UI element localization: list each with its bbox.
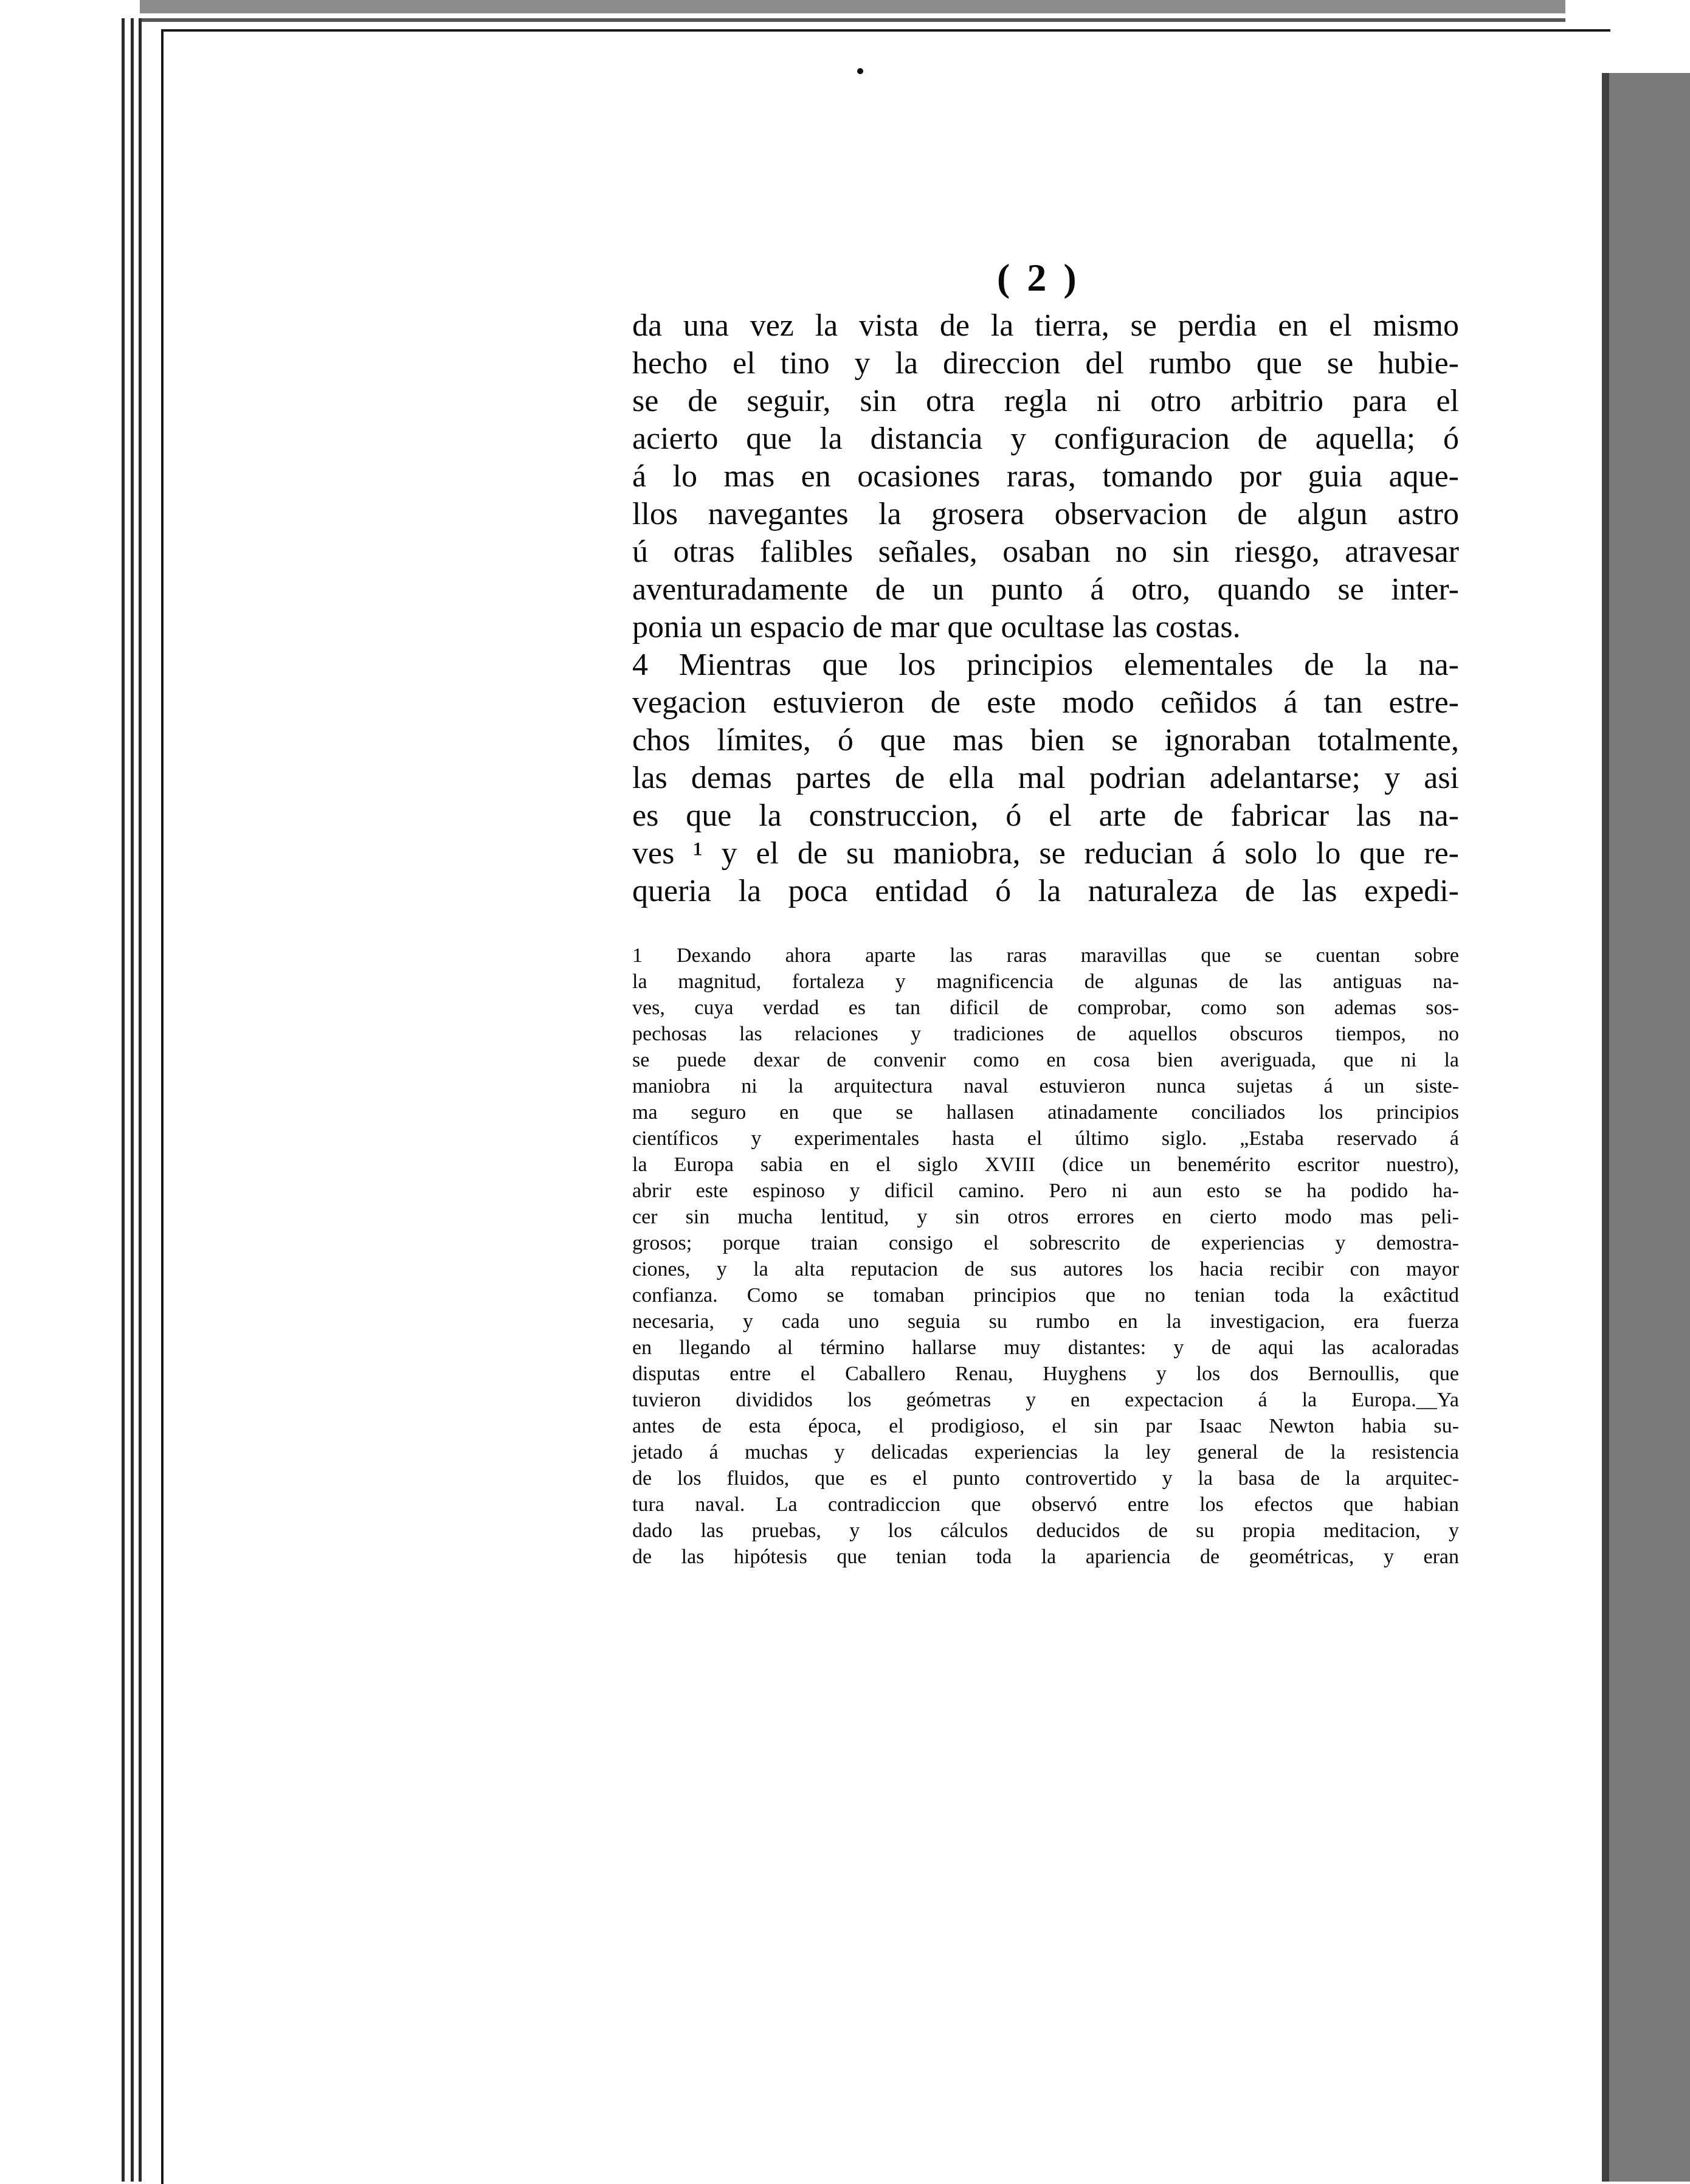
page-top-edge bbox=[140, 0, 1565, 13]
footnote-line: tuvieron divididos los geómetras y en expectacion á la Europa.__Ya bbox=[632, 1389, 1459, 1411]
footnote-line: grosos; porque traian consigo el sobrescrito de experiencias y demostra- bbox=[632, 1232, 1459, 1254]
footnote-line: confianza. Como se tomaban principios que no tenian toda la exâctitud bbox=[632, 1284, 1459, 1307]
footnote-line: cer sin mucha lentitud, y sin otros errores en cierto modo mas peli- bbox=[632, 1206, 1459, 1228]
footnote-line: maniobra ni la arquitectura naval estuvieron nunca sujetas á un siste- bbox=[632, 1075, 1459, 1097]
binding-line bbox=[122, 18, 125, 2182]
footnote-line: la magnitud, fortaleza y magnificencia de algunas de las antiguas na- bbox=[632, 970, 1459, 993]
footnote-line: jetado á muchas y delicadas experiencias la ley general de la resistencia bbox=[632, 1441, 1459, 1463]
footnote-line: pechosas las relaciones y tradiciones de aquellos obscuros tiempos, no bbox=[632, 1023, 1459, 1045]
footnote-line: necesaria, y cada uno seguia su rumbo en la investigacion, era fuerza bbox=[632, 1310, 1459, 1333]
paragraph-start-line: 4 Mientras que los principios elementales de la na- bbox=[632, 648, 1459, 682]
text-line: acierto que la distancia y configuracion de aquella; ó bbox=[632, 421, 1459, 456]
footnote-line: científicos y experimentales hasta el último siglo. „Estaba reservado á bbox=[632, 1127, 1459, 1150]
footnote-line: tura naval. La contradiccion que observó entre los efectos que habian bbox=[632, 1493, 1459, 1516]
text-line: aventuradamente de un punto á otro, quando se inter- bbox=[632, 572, 1459, 607]
text-line: vegacion estuvieron de este modo ceñidos á tan estre- bbox=[632, 685, 1459, 720]
footnote-line: ciones, y la alta reputacion de sus autores los hacia recibir con mayor bbox=[632, 1258, 1459, 1280]
page-right-edge bbox=[1608, 73, 1690, 2182]
text-line: se de seguir, sin otra regla ni otro arbitrio para el bbox=[632, 384, 1459, 418]
text-line: ves ¹ y el de su maniobra, se reducian á solo lo que re- bbox=[632, 836, 1459, 871]
binding-line bbox=[139, 18, 142, 2182]
footnote-line: ma seguro en que se hallasen atinadamente conciliados los principios bbox=[632, 1101, 1459, 1124]
book-binding bbox=[0, 0, 140, 2182]
footnote-line: la Europa sabia en el siglo XVIII (dice un benemérito escritor nuestro), bbox=[632, 1153, 1459, 1176]
text-line: da una vez la vista de la tierra, se perdia en el mismo bbox=[632, 308, 1459, 343]
page-number: ( 2 ) bbox=[997, 256, 1080, 299]
footnote-line: ves, cuya verdad es tan dificil de comprobar, como son ademas sos- bbox=[632, 997, 1459, 1019]
footnote-line: de las hipótesis que tenian toda la apariencia de geométricas, y eran bbox=[632, 1546, 1459, 1568]
text-line: queria la poca entidad ó la naturaleza de las expedi- bbox=[632, 874, 1459, 908]
footnote-line: de los fluidos, que es el punto controvertido y la basa de la arquitec- bbox=[632, 1467, 1459, 1490]
footnote-line: disputas entre el Caballero Renau, Huyghens y los dos Bernoullis, que bbox=[632, 1363, 1459, 1385]
text-line: ú otras falibles señales, osaban no sin riesgo, atravesar bbox=[632, 534, 1459, 569]
footnote-line: antes de esta época, el prodigioso, el sin par Isaac Newton habia su- bbox=[632, 1415, 1459, 1437]
text-line: hecho el tino y la direccion del rumbo que se hubie- bbox=[632, 346, 1459, 381]
text-line: ponia un espacio de mar que ocultase las costas. bbox=[632, 610, 1241, 644]
text-line: llos navegantes la grosera observacion de algun astro bbox=[632, 497, 1459, 531]
footnote-line: se puede dexar de convenir como en cosa bien averiguada, que ni la bbox=[632, 1049, 1459, 1071]
ink-dot bbox=[857, 68, 863, 74]
text-line: las demas partes de ella mal podrian adelantarse; y asi bbox=[632, 761, 1459, 795]
text-line: chos límites, ó que mas bien se ignoraban totalmente, bbox=[632, 723, 1459, 758]
footnote-line: dado las pruebas, y los cálculos deducidos de su propia meditacion, y bbox=[632, 1519, 1459, 1542]
text-line: es que la construccion, ó el arte de fabricar las na- bbox=[632, 798, 1459, 833]
text-line: á lo mas en ocasiones raras, tomando por guia aque- bbox=[632, 459, 1459, 494]
footnote-line: en llegando al término hallarse muy distantes: y de aqui las acaloradas bbox=[632, 1336, 1459, 1359]
binding-line bbox=[131, 18, 134, 2182]
footnote-line: 1 Dexando ahora aparte las raras maravillas que se cuentan sobre bbox=[632, 944, 1459, 967]
footnote-line: abrir este espinoso y dificil camino. Pero ni aun esto se ha podido ha- bbox=[632, 1180, 1459, 1202]
